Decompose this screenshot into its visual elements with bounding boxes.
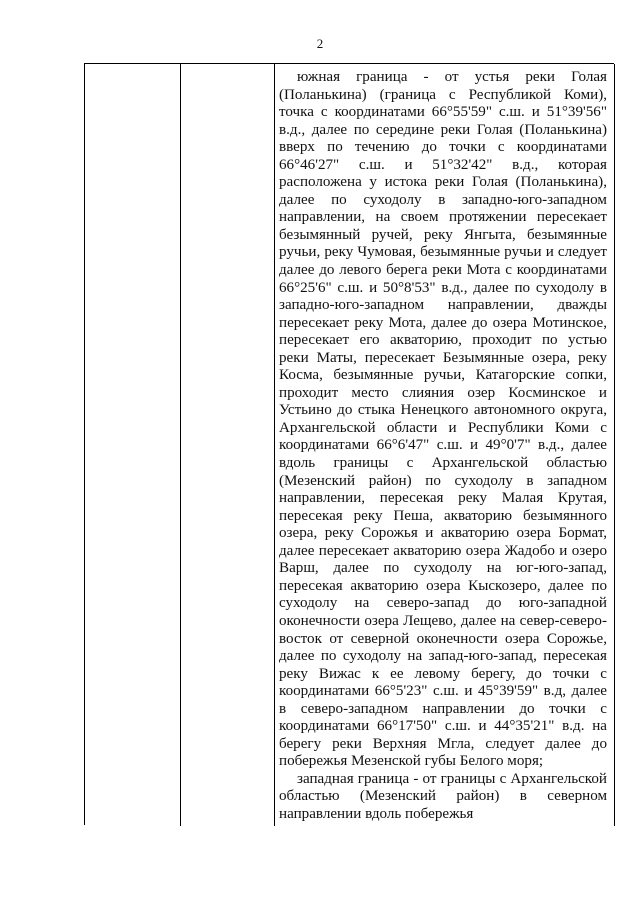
document-table: [84, 63, 614, 825]
page-number: 2: [316, 36, 324, 51]
paragraph-southern-boundary: южная граница - от устья реки Голая (Поланькина) (граница с Республикой Коми), точка с координатами 66°55'59" с.ш. и 51°39'56" в.д., далее по середине реки Голая (Поланькина) вверх по течению до точки с координатами 66°46'27" с.ш. и 51°32'42" в.д., которая расположена у истока реки Голая (Поланькина), далее по суходолу в западно-юго-западном направлении, на своем протяжении пересекает безымянный ручей, реку Янгыта, безымянные ручьи, реку Чумовая, безымянные ручьи и следует далее до левого берега реки Мота с координатами 66°25'6" с.ш. и 50°8'53" в.д., далее по суходолу в западно-юго-западном направлении, дважды пересекает реку Мота, далее до озера Мотинское, пересекает его акваторию, проходит по устью реки Маты, пересекает Безымянные озера, реку Косма, безымянные ручьи, Катагорские сопки, проходит место слияния озер Косминское и Устьино до стыка Ненецкого автономного округа, Архангельской области и Республики Коми с координатами 66°6'47" с.ш. и 49°0'7" в.д., далее вдоль границы с Архангельской областью (Мезенский район) по суходолу в западном направлении, пересекая реку Малая Крутая, пересекая реку Пеша, акваторию безымянного озера, реку Сорожья и акваторию озера Бормат, далее пересекает акваторию озера Жадобо и озеро Варш, далее по суходолу на юг-юго-запад, пересекая акваторию озера Кыскозеро, далее по суходолу на северо-запад до юго-западной оконечности озера Лещево, далее на север-северо-восток от северной оконечности озера Сорожье, далее по суходолу на запад-юго-запад, пересекая реку Вижас к ее левому берегу, до точки с координатами 66°5'23" с.ш. и 45°39'59" в.д, далее в северо-западном направлении до точки с координатами 66°17'50" с.ш. и 44°35'21" в.д. на берегу реки Верхняя Мгла, следует далее до побережья Мезенской губы Белого моря;: [279, 69, 607, 770]
table-cell-column-3: [275, 64, 615, 826]
table-cell-column-2: [181, 64, 275, 826]
paragraph-western-boundary: западная граница - от границы с Архангельской областью (Мезенский район) в северном направлении вдоль побережья: [279, 770, 607, 822]
boundary-description: [279, 69, 607, 824]
table-cell-column-1: [85, 64, 181, 826]
